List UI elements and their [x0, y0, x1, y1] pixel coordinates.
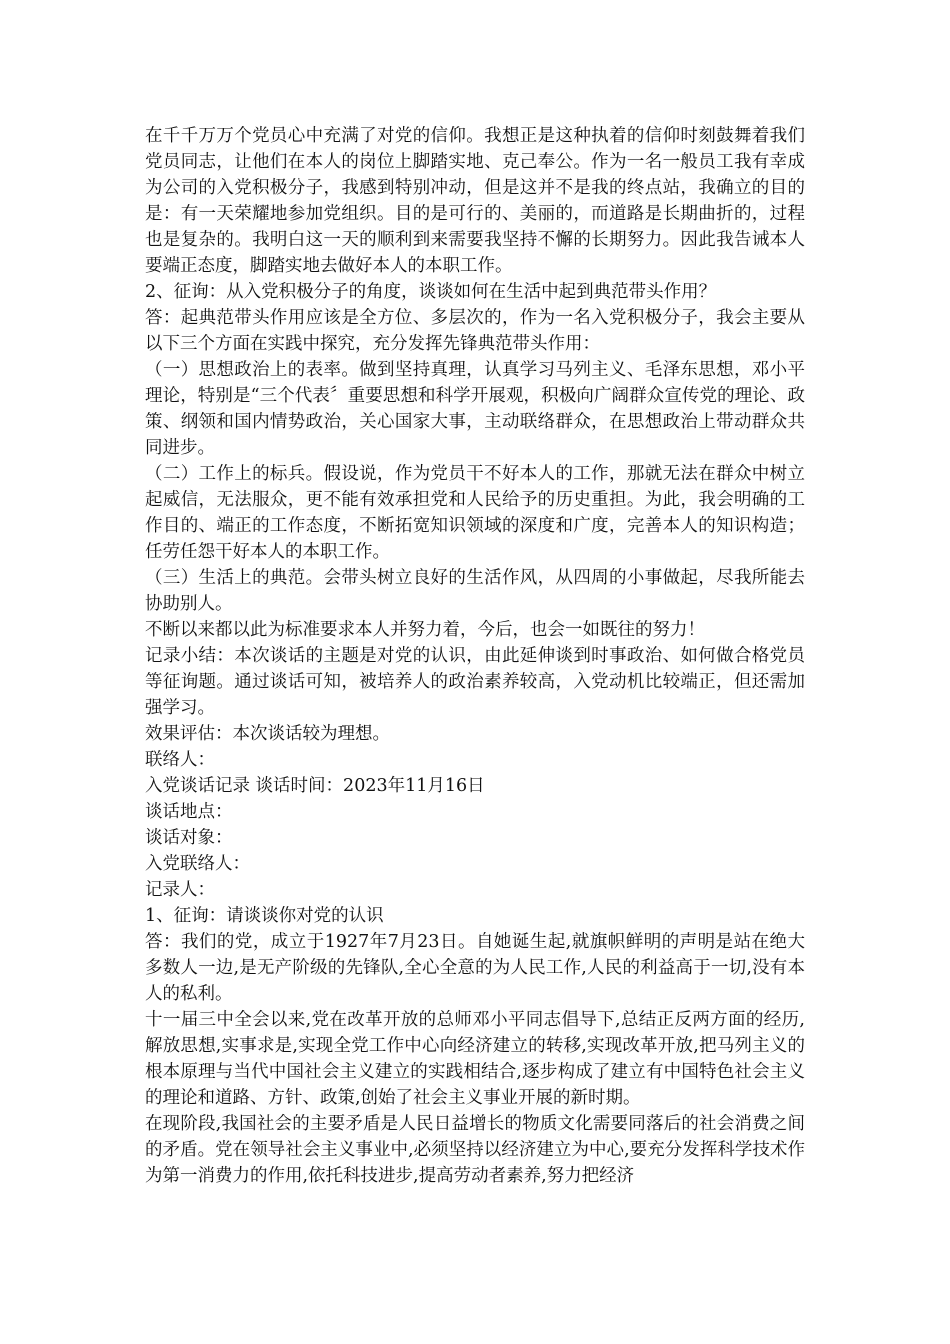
interviewee-label: 谈话对象： [145, 828, 233, 848]
paragraph-party-belief: 在千千万万个党员心中充满了对党的信仰。我想正是这种执着的信仰时刻鼓舞着我们党员同志，让他们在本人的岗位上脚踏实地、克己奉公。作为一名一般员工我有幸成为公司的入党积极分子，我感到特别冲动，但是这并不是我的终点站，我确立的目的是：有一天荣耀地参加党组织。目的是可行的、美丽的，而道路是长期曲折的，过程也是复杂的。我明白这一天的顺利到来需要我坚持不懈的长期努力。因此我告诫本人要端正态度，脚踏实地去做好本人的本职工作。 [145, 126, 805, 276]
recorder-label: 记录人： [145, 880, 215, 900]
contact-person-label: 联络人： [145, 750, 215, 770]
answer-1-reform: 十一届三中全会以来,党在改革开放的总师邓小平同志倡导下,总结正反两方面的经历,解放思想,实事求是,实现全党工作中心向经济建立的转移,实现改革开放,把马列主义的根本原理与当代中国社会主义建立的实践相结合,逐步构成了建立有中国特色社会主义的理论和道路、方针、政策,创始了社会主义事业开展的新时期。 [145, 1010, 805, 1108]
answer-1-founding: 答：我们的党，成立于1927年7月23日。自她诞生起,就旗帜鲜明的声明是站在绝大多数人一边,是无产阶级的先锋队,全心全意的为人民工作,人民的利益高于一切,没有本人的私利。 [145, 932, 805, 1004]
answer-2-closing: 不断以来都以此为标准要求本人并努力着，今后，也会一如既往的努力！ [145, 620, 705, 640]
party-contact-label: 入党联络人： [145, 854, 250, 874]
answer-2-point-1: （一）思想政治上的表率。做到坚持真理，认真学习马列主义、毛泽东思想，邓小平理论，特别是“三个代表〞重要思想和科学开展观，积极向广阔群众宣传党的理论、政策、纲领和国内情势政治，关心国家大事，主动联络群众，在思想政治上带动群众共同进步。 [145, 360, 805, 458]
effect-evaluation: 效果评估：本次谈话较为理想。 [145, 724, 390, 744]
question-1: 1、征询：请谈谈你对党的认识 [145, 906, 384, 926]
answer-2-point-3: （三）生活上的典范。会带头树立良好的生活作风，从四周的小事做起，尽我所能去协助别人。 [145, 568, 805, 614]
answer-2-intro: 答：起典范带头作用应该是全方位、多层次的，作为一名入党积极分子，我会主要从以下三个方面在实践中探究，充分发挥先锋典范带头作用： [145, 308, 805, 354]
answer-1-contradiction: 在现阶段,我国社会的主要矛盾是人民日益增长的物质文化需要同落后的社会消费之间的矛盾。党在领导社会主义事业中,必须坚持以经济建立为中心,要充分发挥科学技术作为第一消费力的作用,依托科技进步,提高劳动者素养,努力把经济 [145, 1114, 805, 1186]
record-title-time: 入党谈话记录 谈话时间：2023年11月16日 [145, 776, 485, 796]
question-2: 2、征询：从入党积极分子的角度，谈谈如何在生活中起到典范带头作用？ [145, 282, 717, 302]
answer-2-point-2: （二）工作上的标兵。假设说，作为党员干不好本人的工作，那就无法在群众中树立起威信，无法服众，更不能有效承担党和人民给予的历史重担。为此，我会明确的工作目的、端正的工作态度，不断拓宽知识领域的深度和广度，完善本人的知识构造；任劳任怨干好本人的本职工作。 [145, 464, 805, 562]
location-label: 谈话地点： [145, 802, 233, 822]
document-body [145, 123, 805, 1189]
record-summary: 记录小结：本次谈话的主题是对党的认识，由此延伸谈到时事政治、如何做合格党员等征询题。通过谈话可知，被培养人的政治素养较高，入党动机比较端正，但还需加强学习。 [145, 646, 805, 718]
